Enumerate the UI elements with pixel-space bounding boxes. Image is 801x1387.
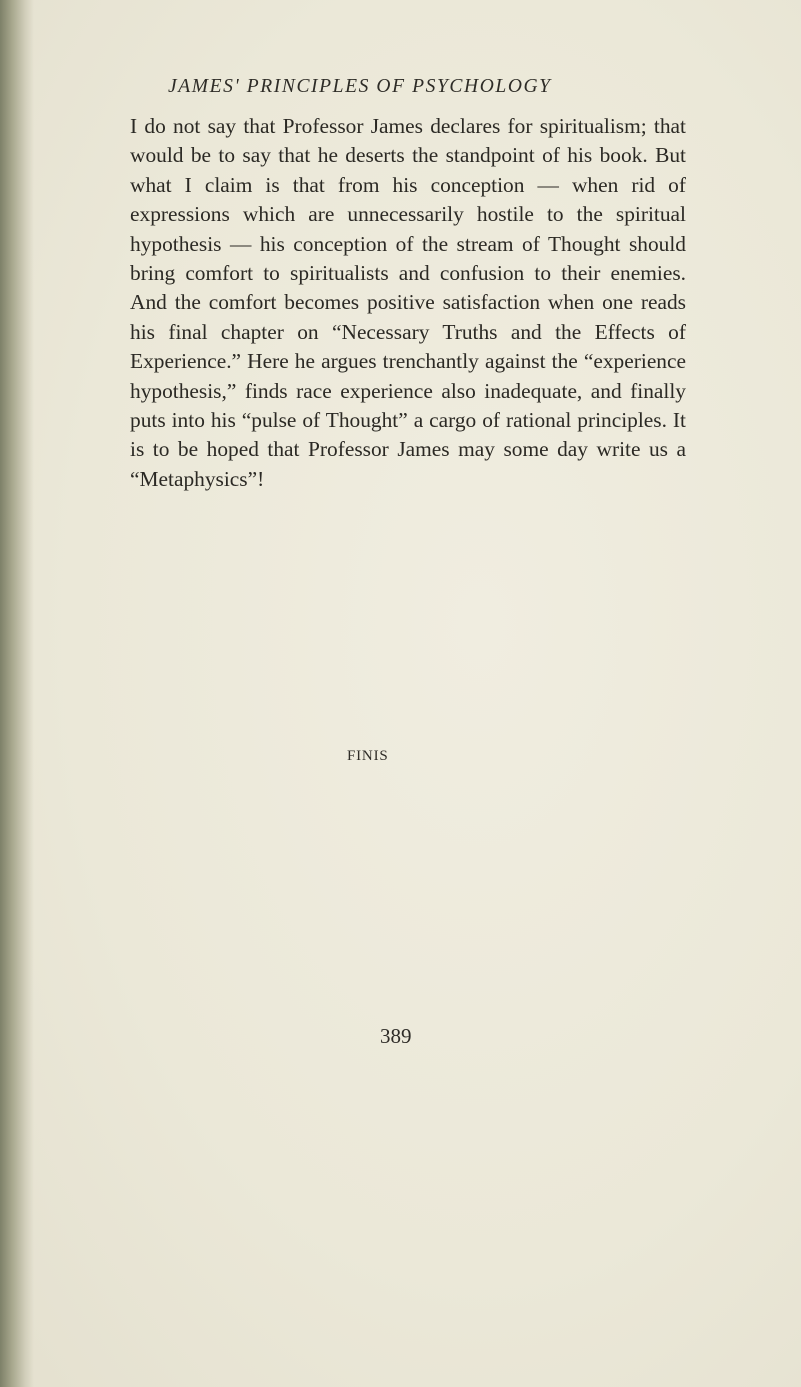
paragraph: I do not say that Professor James declares for spiritualism; that would be to say that he deserts the standpoint of his book. But what I claim is that from his conception — when rid of expressions which are unnecessarily hostile to the spiritual hypothesis — his conception of the stream of Thought should bring comfort to spiritualists and confusion to their enemies. And the comfort becomes positive satisfaction when one reads his final chapter on “Necessary Truths and the Effects of Experience.” Here he argues trenchantly against the “experience hypothesis,” finds race experience also inadequate, and finally puts into his “pulse of Thought” a cargo of rational principles. It is to be hoped that Professor James may some day write us a “Metaphysics”! — [130, 114, 686, 491]
page-number: 389 — [380, 1024, 412, 1048]
body-text — [130, 112, 686, 494]
running-head: JAMES' PRINCIPLES OF PSYCHOLOGY — [168, 76, 552, 97]
page-gutter-shadow — [0, 0, 34, 1387]
finis-mark: FINIS — [347, 748, 389, 764]
